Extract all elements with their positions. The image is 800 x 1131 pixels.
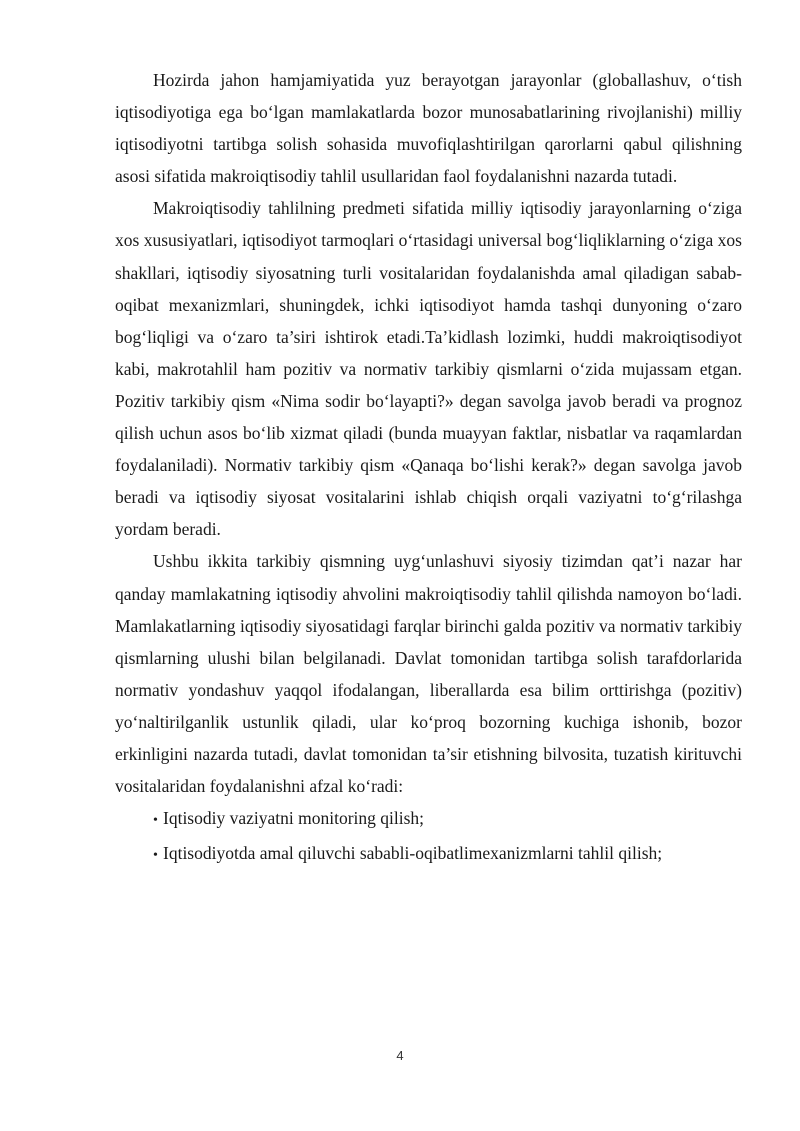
list-item-text: Iqtisodiy vaziyatni monitoring qilish; — [163, 808, 425, 829]
bullet-list — [115, 802, 742, 872]
bullet-icon: • — [153, 848, 158, 864]
bullet-icon: • — [153, 813, 158, 829]
list-item — [115, 802, 742, 837]
list-item-text: Iqtisodiyotda amal qiluvchi sababli-oqibatlimexanizmlarni tahlil qilish; — [163, 843, 663, 864]
paragraph-positive-normative: Ushbu ikkita tarkibiy qismning uyg‘unlashuvi siyosiy tizimdan qat’i nazar har qanday mamlakatning iqtisodiy ahvolini makroiqtisodiy tahlil qilishda namoyon bo‘ladi. Mamlakatlarning iqtisodiy siyosatidagi farqlar birinchi galda pozitiv va normativ tarkibiy qismlarning ulushi bilan belgilanadi. Davlat tomonidan tartibga solish tarafdorlarida normativ yondashuv yaqqol ifodalangan, liberallarda esa bilim orttirishga (pozitiv) yo‘naltirilganlik ustunlik qiladi, ular ko‘proq bozorning kuchiga ishonib, bozor erkinligini nazarda tutadi, davlat tomonidan ta’sir etishning bilvosita, tuzatish kirituvchi vositalaridan foydalanishni afzal ko‘radi: — [115, 551, 742, 797]
paragraph-globalization: Hozirda jahon hamjamiyatida yuz berayotgan jarayonlar (globallashuv, o‘tish iqtisodiyotiga ega bo‘lgan mamlakatlarda bozor munosabatlarining rivojlanishi) milliy iqtisodiyotni tartibga solish sohasida muvofiqlashtirilgan qarorlarni qabul qilishning asosi sifatida makroiqtisodiy tahlil usullaridan faol foydalanishni nazarda tutadi. — [115, 70, 742, 187]
paragraph-macroanalysis-subject: Makroiqtisodiy tahlilning predmeti sifatida milliy iqtisodiy jarayonlarning o‘ziga xos xususiyatlari, iqtisodiyot tarmoqlari o‘rtasidagi universal bog‘liqliklarning o‘ziga xos shakllari, iqtisodiy siyosatning turli vositalaridan foydalanishda amal qiladigan sabab-oqibat mexanizmlari, shuningdek, ichki iqtisodiyot hamda tashqi dunyoning o‘zaro bog‘liqligi va o‘zaro ta’siri ishtirok etadi.Ta’kidlash lozimki, huddi makroiqtisodiyot kabi, makrotahlil ham pozitiv va normativ tarkibiy qismlarni o‘zida mujassam etgan. Pozitiv tarkibiy qism «Nima sodir bo‘layapti?» degan savolga javob beradi va prognoz qilish uchun asos bo‘lib xizmat qiladi (bunda muayyan faktlar, nisbatlar va raqamlardan foydalaniladi). Normativ tarkibiy qism «Qanaqa bo‘lishi kerak?» degan savolga javob beradi va iqtisodiy siyosat vositalarini ishlab chiqish orqali vaziyatni to‘g‘rilashga yordam beradi. — [115, 198, 742, 540]
page-number: 4 — [396, 1048, 404, 1063]
list-item — [115, 837, 742, 872]
document-page — [115, 64, 742, 872]
